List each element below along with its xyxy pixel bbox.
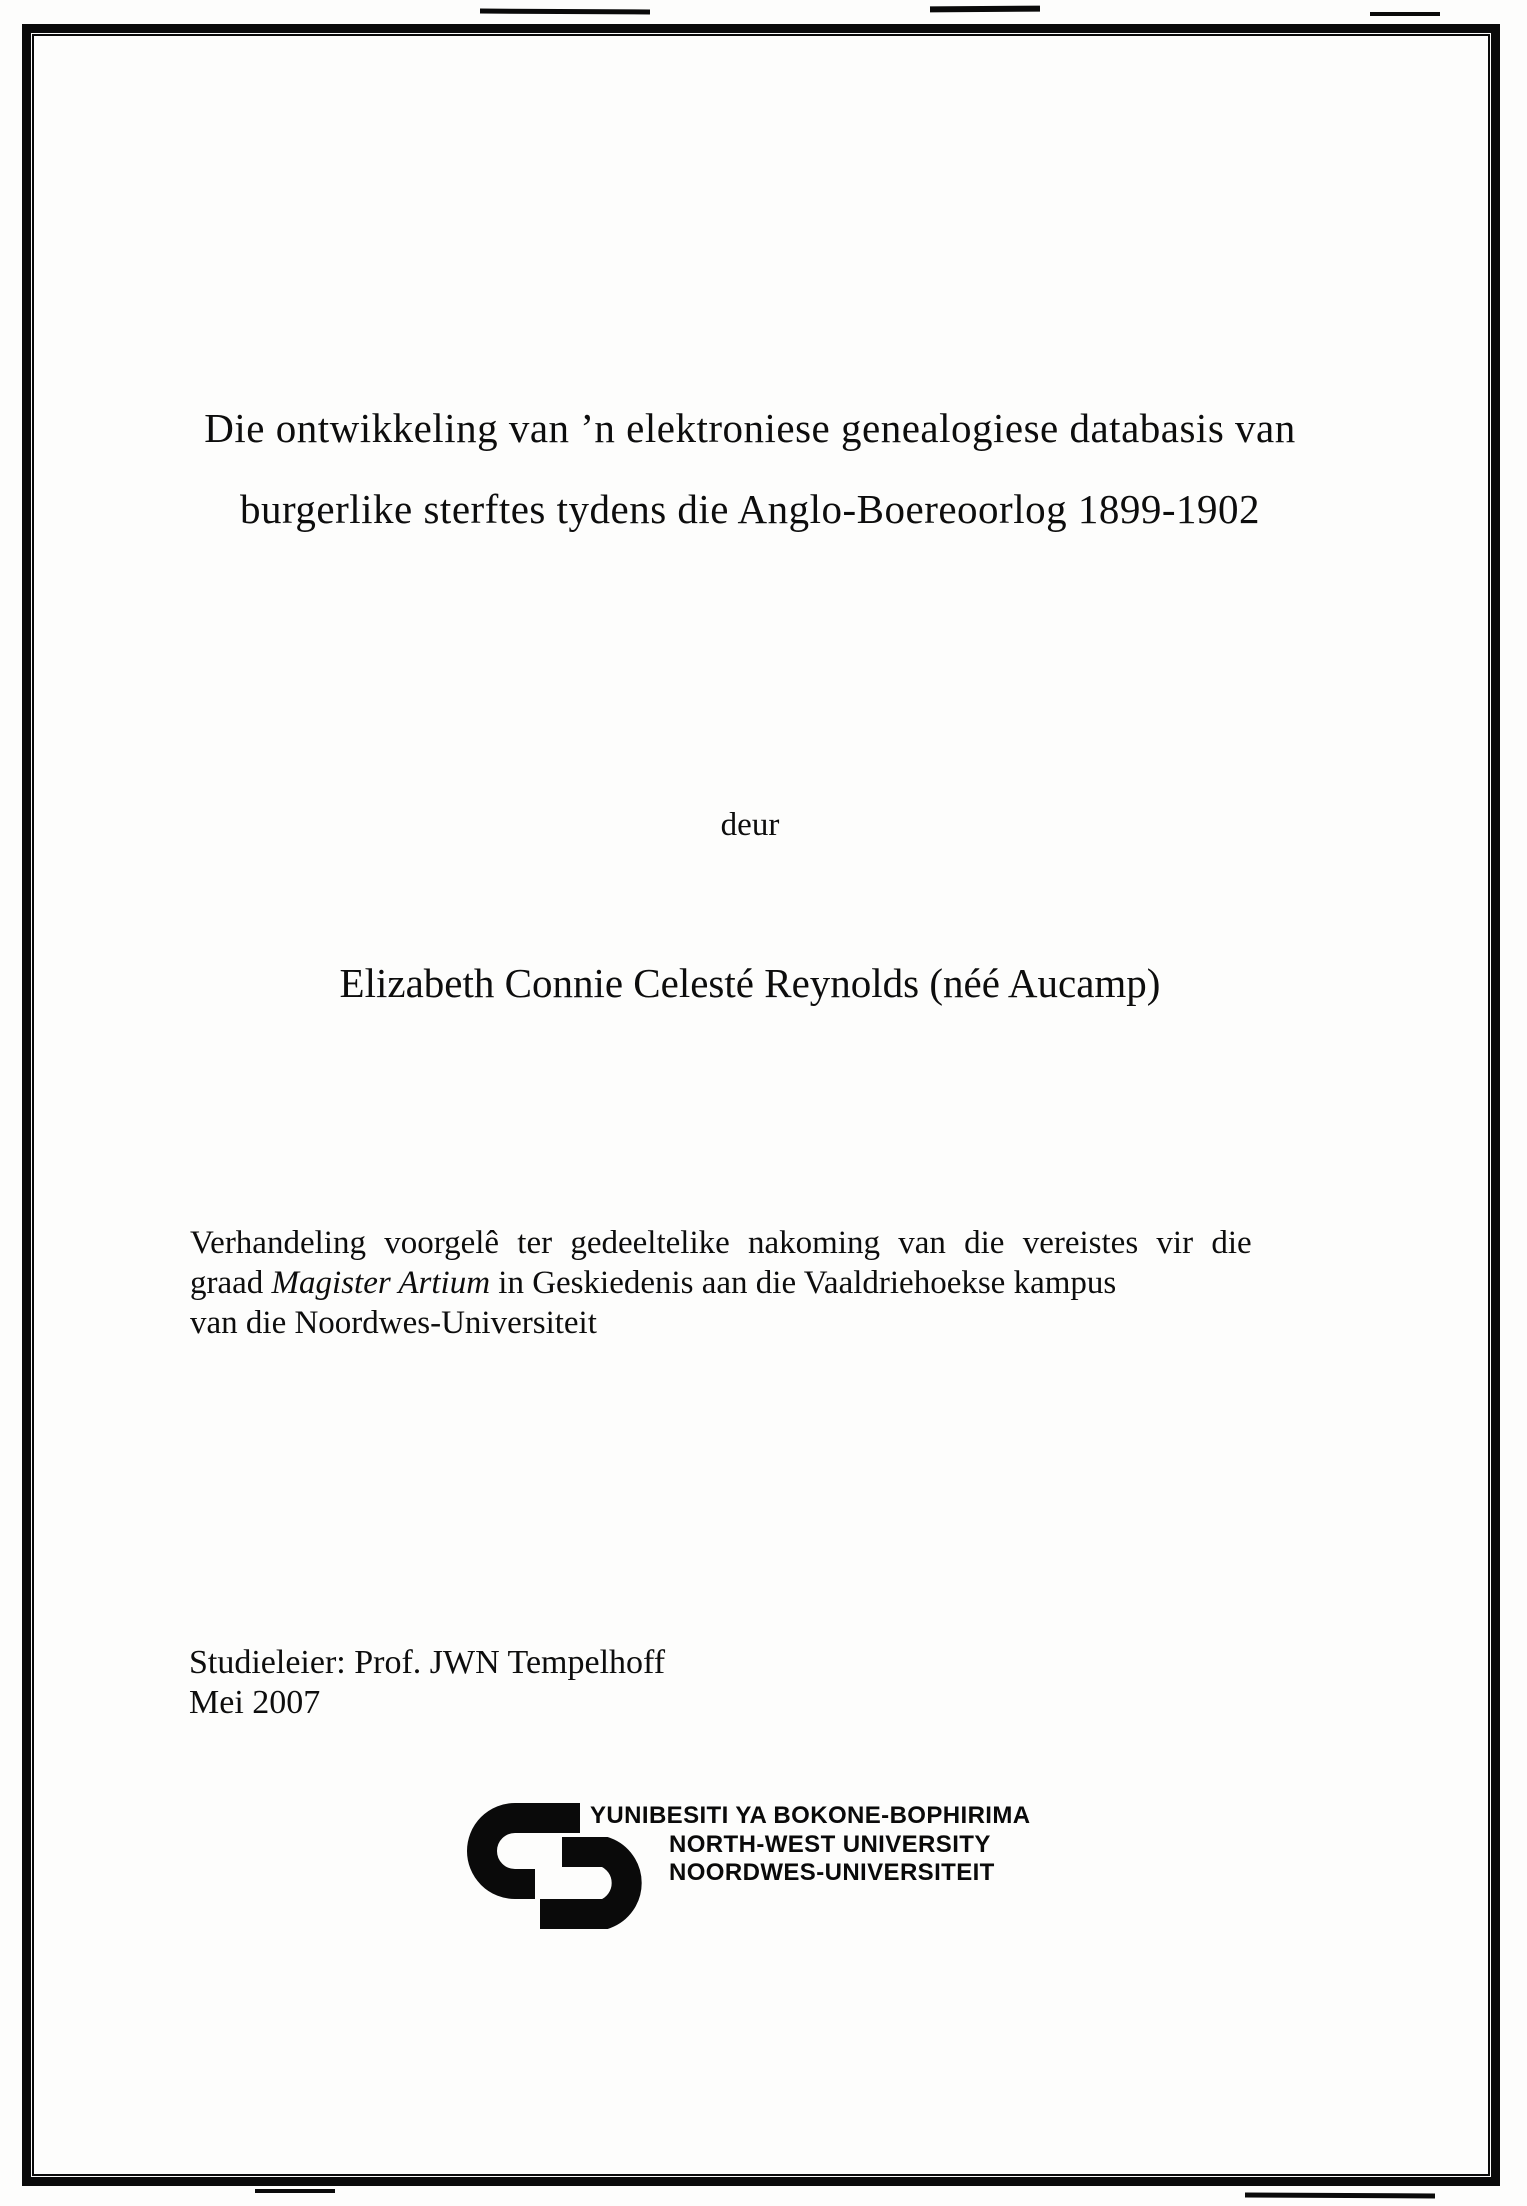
scan-artifact (1370, 12, 1440, 16)
degree-name-italic: Magister Artium (271, 1265, 491, 1301)
scan-artifact (1245, 2193, 1435, 2199)
degree-statement (190, 1223, 1350, 1343)
author-name: Elizabeth Connie Celesté Reynolds (néé Aucamp) (339, 960, 1161, 1006)
degree-statement-line-2-post: in Geskiedenis aan die Vaaldriehoekse kampus (490, 1265, 1117, 1301)
thesis-title (170, 388, 1330, 550)
degree-statement-line-2-pre: graad (190, 1265, 272, 1301)
logo-text-afrikaans: NOORDWES-UNIVERSITEIT (669, 1859, 995, 1886)
university-logo-block (467, 1801, 1107, 1931)
scan-artifact (930, 6, 1040, 13)
supervisor-date-block (189, 1643, 665, 1723)
supervisor-line: Studieleier: Prof. JWN Tempelhoff (189, 1644, 666, 1681)
university-logo-text (590, 1802, 1031, 1888)
degree-statement-line-3: van die Noordwes-Universiteit (190, 1305, 597, 1341)
byline-deur: deur (720, 807, 780, 843)
degree-statement-line-2 (190, 1263, 1350, 1303)
date-line: Mei 2007 (189, 1684, 321, 1721)
thesis-title-line-2: burgerlike sterftes tydens die Anglo-Boereoorlog 1899-1902 (239, 486, 1260, 532)
scan-artifact (255, 2189, 335, 2193)
degree-statement-line-1: Verhandeling voorgelê ter gedeeltelike nakoming van die vereistes vir die (190, 1225, 1252, 1261)
logo-text-english: NORTH-WEST UNIVERSITY (669, 1830, 991, 1858)
logo-text-setswana: YUNIBESITI YA BOKONE-BOPHIRIMA (590, 1802, 1031, 1829)
thesis-title-line-1: Die ontwikkeling van ’n elektroniese genealogiese databasis van (204, 405, 1296, 451)
scan-artifact (480, 9, 650, 15)
